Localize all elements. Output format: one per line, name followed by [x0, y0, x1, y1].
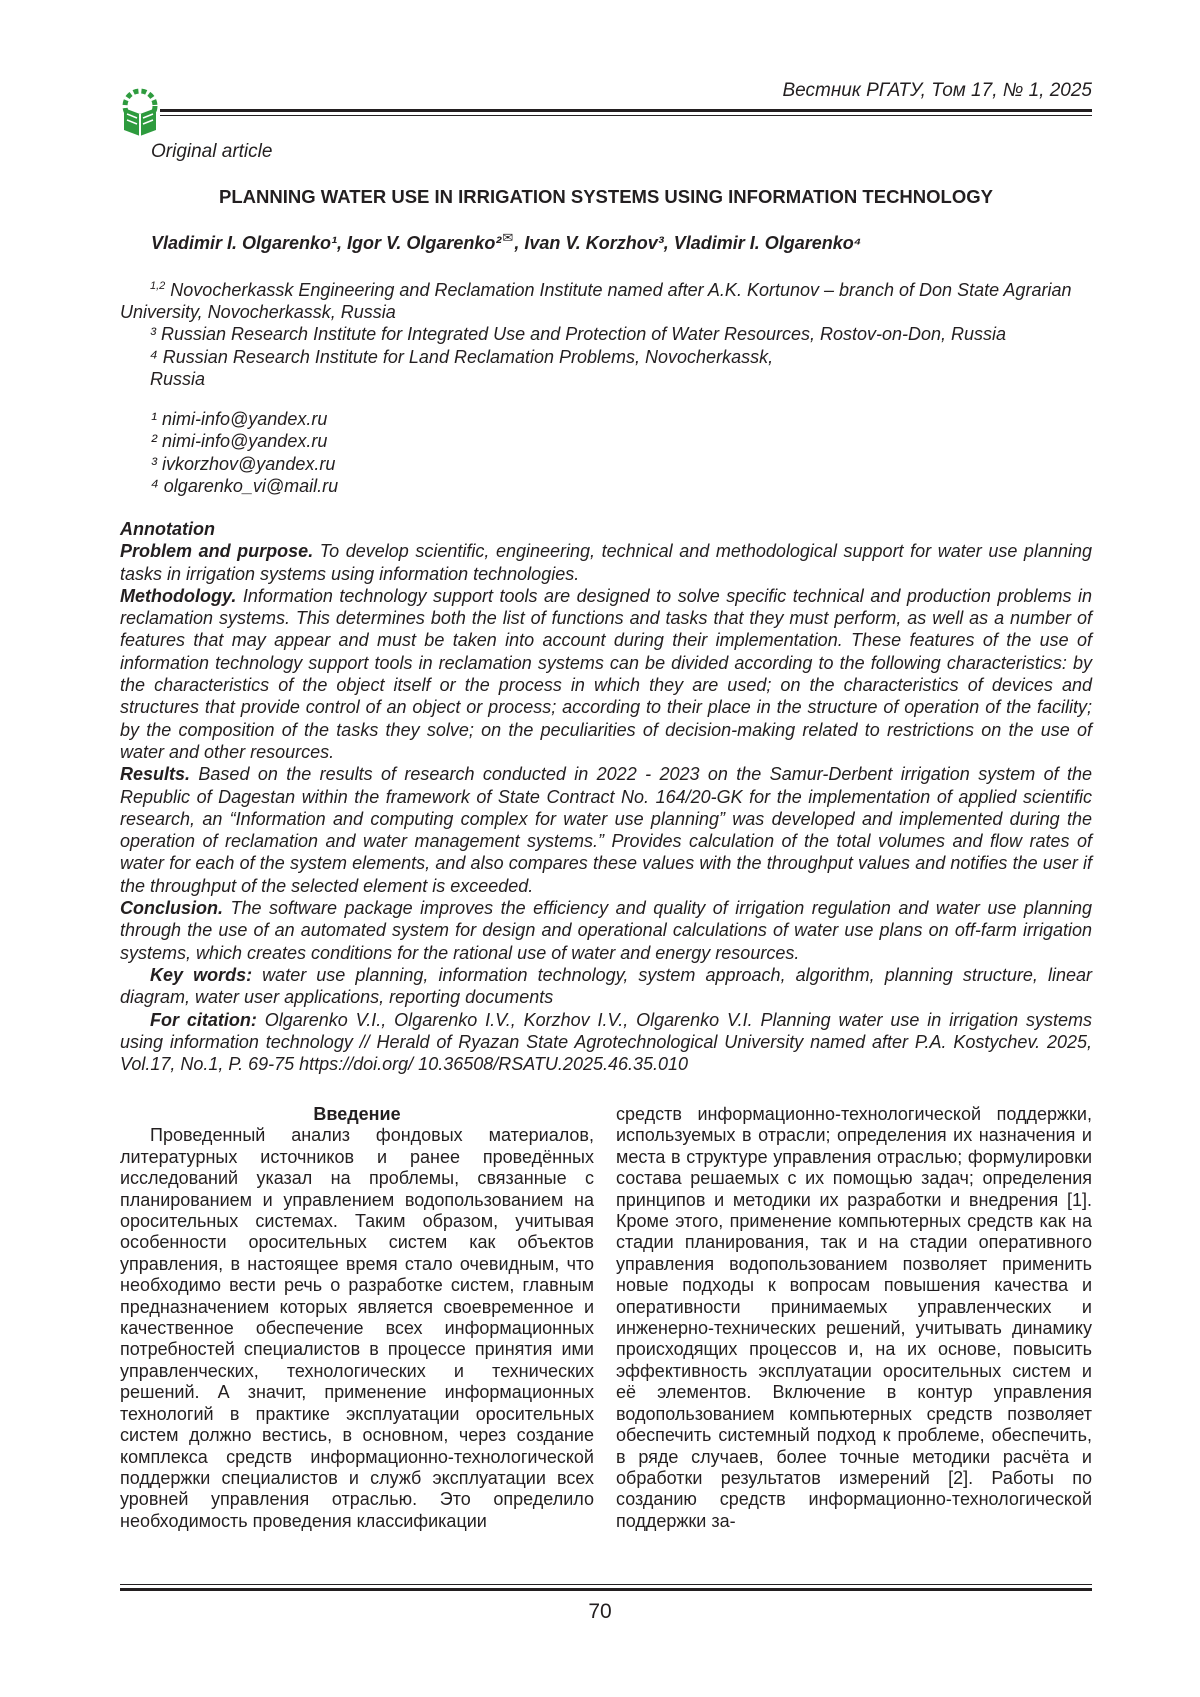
envelope-icon: ✉	[502, 230, 514, 245]
header-rule-thick	[160, 109, 1092, 112]
methodology-text: Information technology support tools are designed to solve specific technical and production problems in reclamation systems. This determines both the list of functions and tasks that they must perform, as well as a number of features that may appear and must be taken into account during their implementation. These features of the use of information technology support tools in reclamation systems can be divided according to the following characteristics: by the characteristics of the object itself or the process in which they are used; on the characteristics of devices and structures that provide control of an object or process; according to their place in the structure of operation of the facility; by the composition of the tasks they solve; on the peculiarities of decision-making related to restrictions on the use of water and other resources.	[120, 585, 1092, 762]
body-column-right	[616, 1104, 1092, 1532]
annotation-conclusion	[120, 897, 1092, 964]
journal-header: Вестник РГАТУ, Том 17, № 1, 2025	[782, 80, 1092, 101]
email-3[interactable]: ³ ivkorzhov@yandex.ru	[151, 453, 336, 474]
authors-part-1: Vladimir I. Olgarenko¹, Igor V. Olgarenko²	[151, 233, 502, 253]
results-label: Results.	[120, 764, 191, 785]
affiliation-4-line1: ⁴ Russian Research Institute for Land Reclamation Problems, Novocherkassk,	[150, 346, 774, 367]
affiliation-1-2-sup: 1,2	[150, 280, 166, 292]
methodology-label: Methodology.	[120, 585, 237, 606]
email-2[interactable]: ² nimi-info@yandex.ru	[151, 431, 328, 452]
affiliations	[120, 275, 1092, 390]
annotation-heading	[120, 518, 1092, 540]
header-rule-thin	[160, 115, 1092, 116]
annotation-results	[120, 763, 1092, 897]
citation-text[interactable]: Olgarenko V.I., Olgarenko I.V., Korzhov I.V., Olgarenko V.I. Planning water use in irrigation systems using information technology // Herald of Ryazan State Agrotechnological University named after P.A. Kostychev. 2025, Vol.17, No.1, P. 69-75 https://doi.org/ 10.36508/RSATU.2025.46.35.010	[120, 1009, 1092, 1075]
annotation-heading-text: Annotation	[120, 519, 215, 539]
footer-rule-thin	[120, 1584, 1092, 1585]
email-1[interactable]: ¹ nimi-info@yandex.ru	[151, 409, 328, 429]
annotation	[120, 518, 1092, 1075]
keywords-text: water use planning, information technology, system approach, algorithm, planning structure, linear diagram, water user applications, reporting documents	[120, 964, 1093, 1008]
page-number: 70	[588, 1600, 612, 1623]
annotation-keywords	[120, 964, 1092, 1009]
problem-text: To develop scientific, engineering, technical and methodological support for water use planning tasks in irrigation systems using information technologies.	[120, 541, 1092, 584]
affiliation-1-2	[120, 275, 1092, 323]
annotation-problem	[120, 540, 1092, 585]
email-4[interactable]: ⁴ olgarenko_vi@mail.ru	[151, 476, 339, 497]
header-rule	[160, 109, 1092, 119]
article-title: PLANNING WATER USE IN IRRIGATION SYSTEMS USING INFORMATION TECHNOLOGY	[219, 186, 993, 207]
affiliation-1-2-text: Novocherkassk Engineering and Reclamation Institute named after A.K. Kortunov – branch of Don State Agrarian University, Novocherkassk, Russia	[120, 280, 1072, 323]
keywords-label: Key words:	[150, 964, 253, 985]
footer-rule-thick	[120, 1588, 1092, 1591]
problem-label: Problem and purpose.	[120, 541, 314, 562]
affiliation-3: ³ Russian Research Institute for Integrated Use and Protection of Water Resources, Rostov-on-Don, Russia	[150, 324, 1007, 345]
emails	[151, 408, 338, 498]
annotation-citation	[120, 1009, 1092, 1076]
intro-paragraph-continued: средств информационно-технологической поддержки, используемых в отрасли; определения их назначения и места в структуре управления отраслью; формулировки состава решаемых с их помощью задач; определения принципов и методики их разработки и внедрения [1]. Кроме этого, применение компьютерных средств как на стадии планирования, так и на стадии оперативного управления водопользованием позволяет применить новые подходы к вопросам повышения качества и оперативности принимаемых управленческих и инженерно-технических решений, учитывать динамику происходящих процессов и, на их основе, повысить эффективность эксплуатации оросительных систем и её элементов. Включение в контур управления водопользованием компьютерных средств позволяет обеспечить системный подход к проблеме, обеспечить, в ряде случаев, более точные методики расчёта и обработки результатов измерений [2]. Работы по созданию средств информационно-технологической поддержки за-	[616, 1104, 1092, 1531]
results-text: Based on the results of research conducted in 2022 - 2023 on the Samur-Derbent irrigation system of the Republic of Dagestan within the framework of State Contract No. 164/20-GK for the implementation of applied scientific research, an “Information and computing complex for water use planning” was developed and implemented during the operation of reclamation and water management systems.” Provides calculation of the total volumes and flow rates of water for each of the system elements, and also compares these values with the throughput values and notifies the user if the throughput of the selected element is exceeded.	[120, 764, 1092, 896]
authors-part-2: , Ivan V. Korzhov³, Vladimir I. Olgarenko⁴	[514, 233, 862, 253]
footer-rule	[120, 1584, 1092, 1594]
annotation-methodology	[120, 585, 1092, 763]
conclusion-text: The software package improves the efficiency and quality of irrigation regulation and water use planning through the use of an automated system for design and operational calculations of water use plans on off-farm irrigation systems, which creates conditions for the rational use of water and energy resources.	[120, 898, 1092, 963]
body-column-left	[120, 1104, 594, 1532]
logo-icon	[118, 84, 162, 136]
intro-paragraph: Проведенный анализ фондовых материалов, литературных источников и ранее проведённых исследований указал на проблемы, связанные с планированием и управлением водопользованием на оросительных системах. Таким образом, учитывая особенности оросительных систем как объектов управления, в настоящее время стало очевидным, что необходимо вести речь о разработке систем, главным предназначением которых является своевременное и качественное обеспечение всех информационных потребностей специалистов в процессе принятия ими управленческих, технологических и технических решений. А значит, применение информационных технологий в практике эксплуатации оросительных систем должно вестись, в основном, через создание комплекса средств информационно-технологической поддержки специалистов и служб эксплуатации всех уровней управления отраслью. Это определило необходимость проведения классификации	[120, 1125, 594, 1531]
conclusion-label: Conclusion.	[120, 898, 223, 919]
intro-heading: Введение	[313, 1104, 401, 1124]
journal-logo	[118, 84, 162, 136]
article-type: Original article	[151, 141, 273, 162]
affiliation-4-line2: Russia	[150, 368, 206, 389]
authors-line	[151, 230, 861, 254]
citation-label: For citation:	[150, 1009, 257, 1030]
